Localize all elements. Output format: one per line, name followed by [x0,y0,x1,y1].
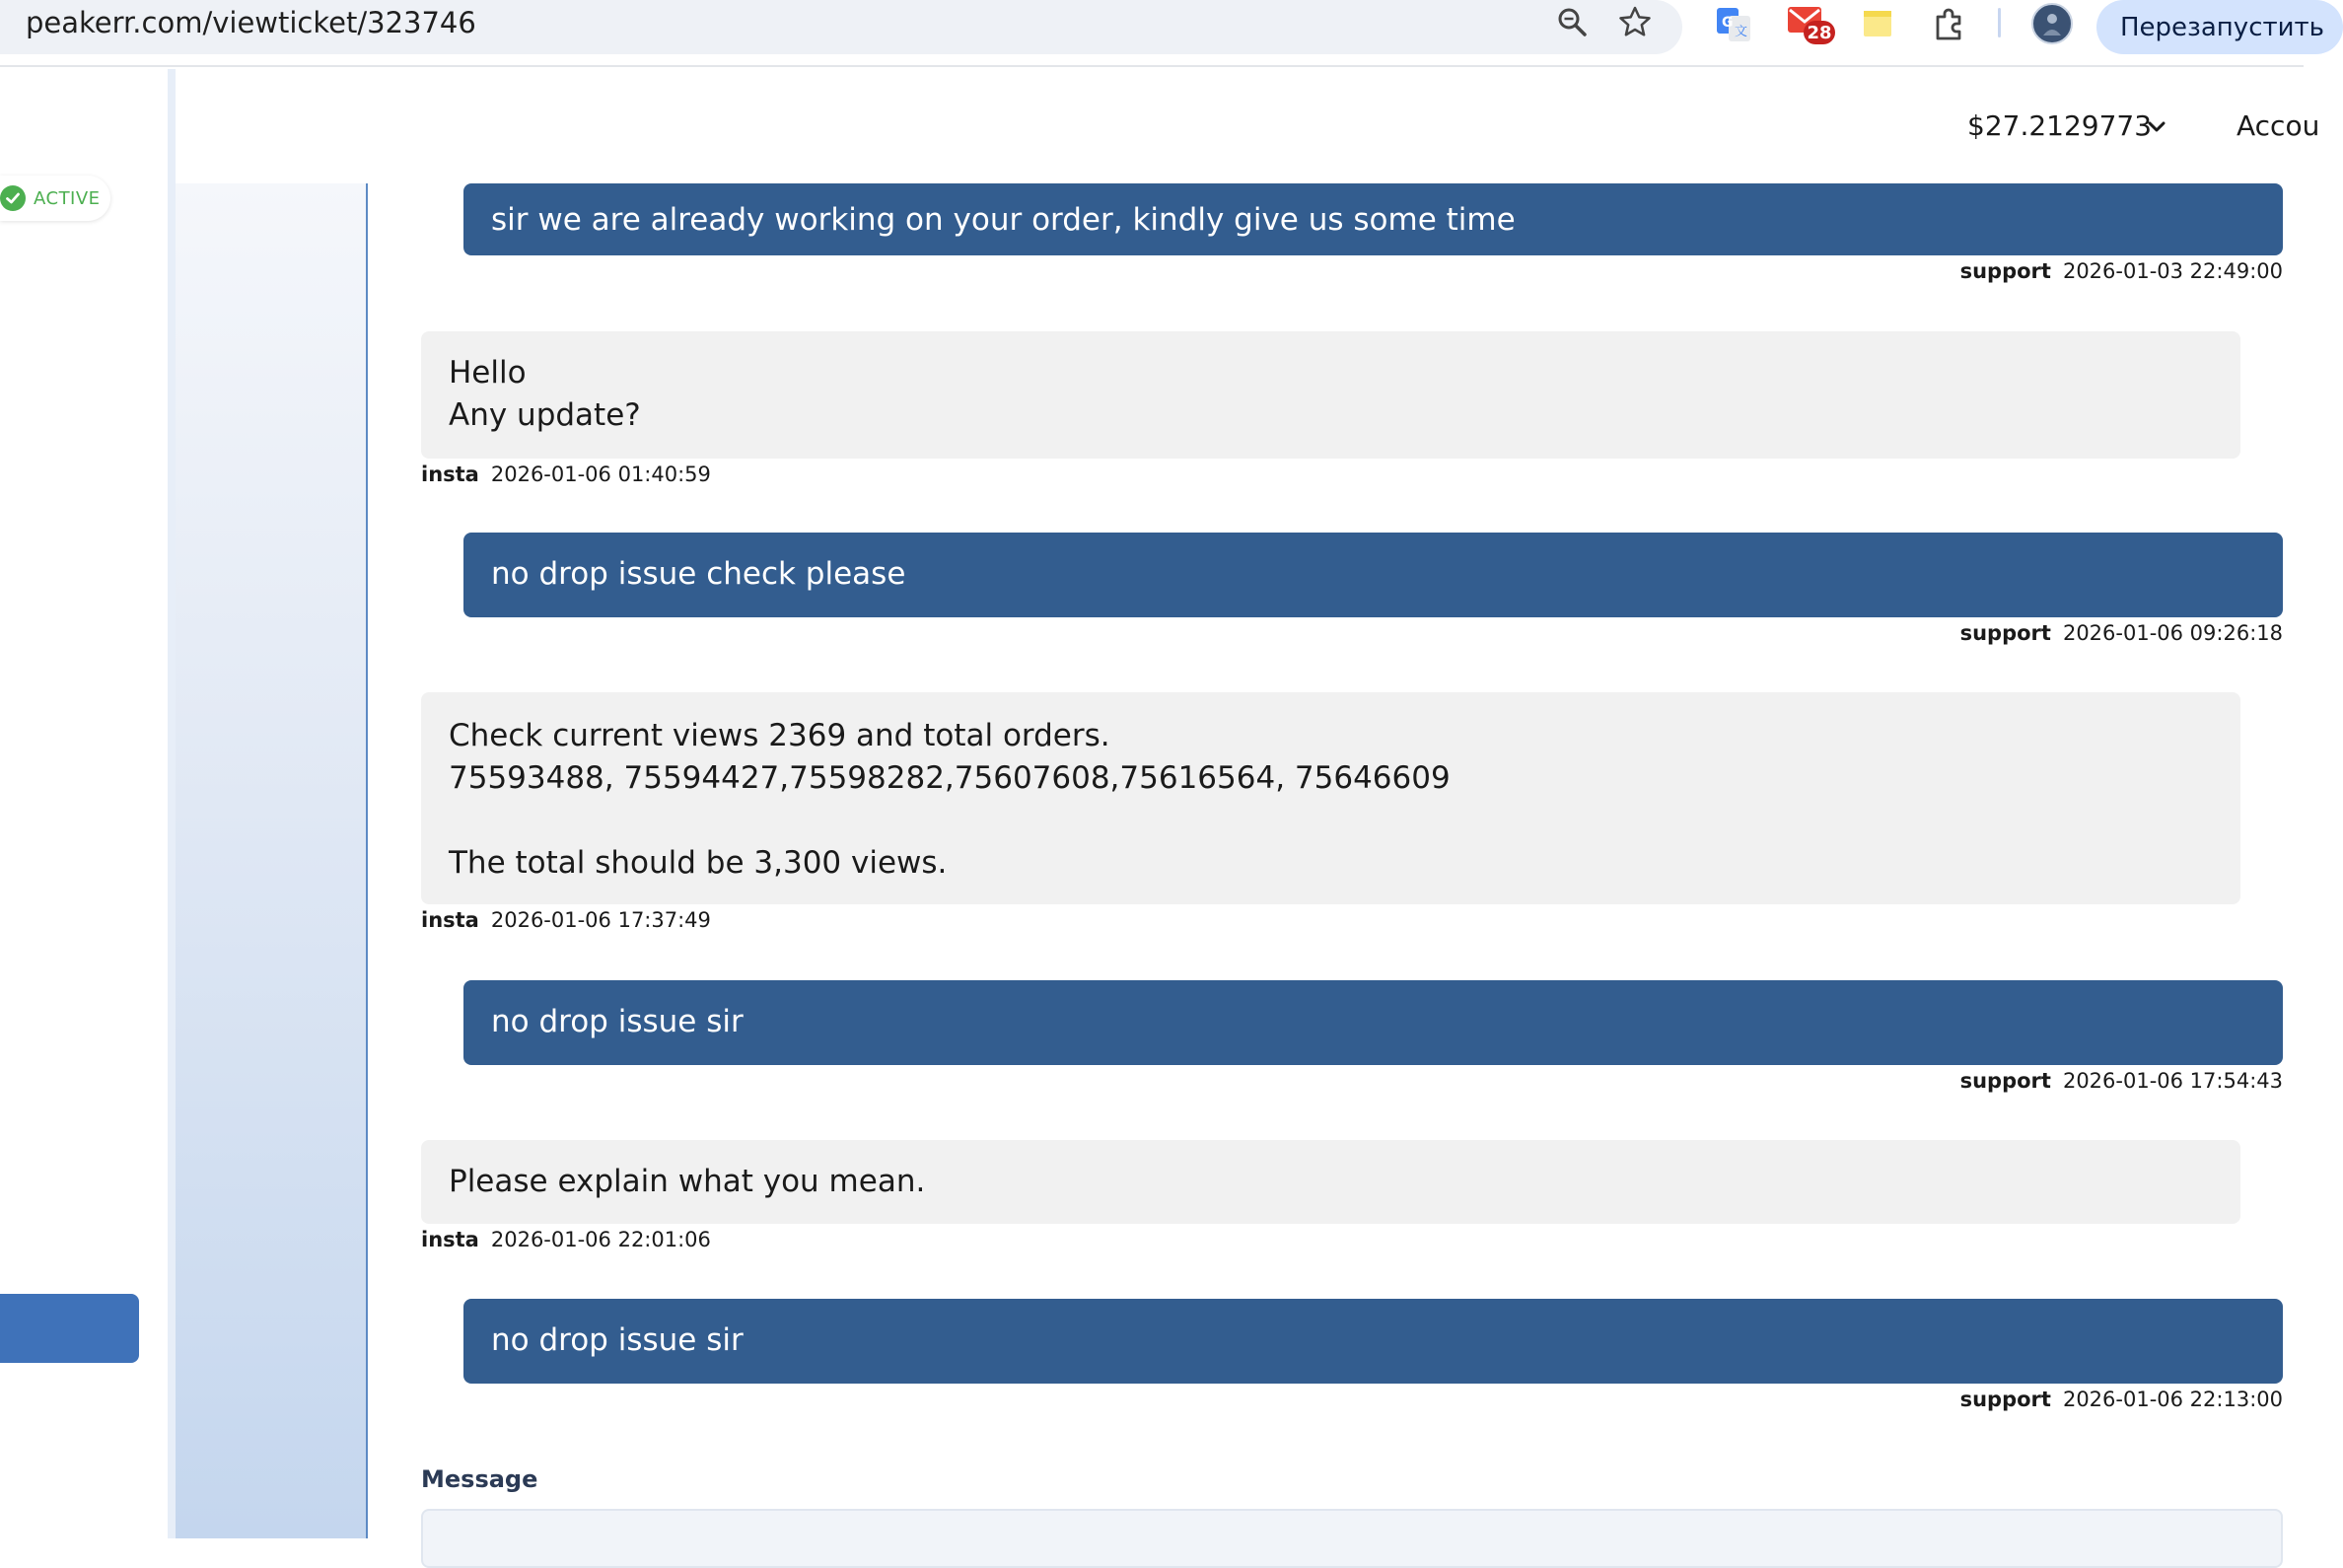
gmail-icon[interactable] [1785,2,1840,45]
message-meta [1960,256,2283,286]
message-line: sir we are already working on your order, kindly give us some time [491,202,1516,238]
message-bubble-support [463,1299,2283,1384]
address-bar[interactable] [0,0,1682,54]
sticky-note-icon[interactable] [1856,2,1899,45]
status-badge-label: ACTIVE [34,187,101,209]
message-author: support [1959,621,2051,645]
chevron-down-icon[interactable] [2142,108,2171,144]
message-line: The total should be 3,300 views. [449,845,948,881]
message-bubble-support [463,980,2283,1065]
message-meta [421,1225,711,1254]
message-meta [1960,1385,2283,1414]
zoom-icon[interactable] [1552,2,1592,41]
message-timestamp: 2026-01-06 17:54:43 [2062,1069,2283,1093]
relaunch-browser-button[interactable]: Перезапустить [2096,0,2343,54]
svg-text:文: 文 [1735,25,1748,39]
message-meta [1960,618,2283,648]
message-timestamp: 2026-01-06 17:37:49 [490,908,711,932]
profile-avatar[interactable] [2030,2,2074,45]
message-line: no drop issue check please [491,556,906,592]
bookmark-star-icon[interactable] [1615,2,1655,41]
message-author: support [1959,1388,2051,1411]
status-badge [0,176,110,221]
extensions-icon[interactable] [1927,2,1970,45]
message-author: insta [421,908,479,932]
message-author: support [1959,1069,2051,1093]
message-author: support [1959,259,2051,283]
message-line: 75593488, 75594427,75598282,75607608,75616564, 75646609 [449,760,1451,796]
message-timestamp: 2026-01-06 22:01:06 [490,1228,711,1251]
message-meta [421,460,711,489]
message-timestamp: 2026-01-06 09:26:18 [2062,621,2283,645]
message-bubble-support [463,533,2283,617]
message-line: Please explain what you mean. [449,1164,926,1199]
message-timestamp: 2026-01-03 22:49:00 [2062,259,2283,283]
message-meta [1960,1066,2283,1096]
message-bubble-user [421,331,2240,459]
message-bubble-user [421,692,2240,904]
message-timestamp: 2026-01-06 22:13:00 [2062,1388,2283,1411]
message-line: Any update? [449,397,641,433]
message-author: insta [421,1228,479,1251]
check-circle-icon [0,185,26,211]
account-menu-link[interactable]: Accou [2236,109,2320,142]
message-bubble-user [421,1140,2240,1224]
ticket-side-column [176,183,368,1538]
google-translate-icon[interactable] [1712,2,1755,45]
sidebar-divider [168,69,176,1538]
message-bubble-support [463,183,2283,255]
message-timestamp: 2026-01-06 01:40:59 [490,463,711,486]
message-line: Hello [449,355,527,391]
sidebar-action-button[interactable] [0,1294,139,1363]
message-textarea[interactable] [421,1509,2283,1568]
account-balance[interactable]: $27.2129773 [1967,109,2153,142]
gmail-badge-count: 28 [1807,23,1832,43]
message-line: Check current views 2369 and total orders. [449,718,1110,753]
browser-toolbar [0,0,2324,67]
message-line [449,800,2213,842]
svg-text:G: G [1722,15,1734,31]
left-sidebar [0,69,168,1538]
message-author: insta [421,463,479,486]
message-field-label: Message [421,1465,538,1493]
message-line: no drop issue sir [491,1004,744,1039]
message-meta [421,905,711,935]
toolbar-separator [1998,8,2001,37]
message-line: no drop issue sir [491,1322,744,1358]
address-bar-url[interactable]: peakerr.com/viewticket/323746 [26,6,476,39]
